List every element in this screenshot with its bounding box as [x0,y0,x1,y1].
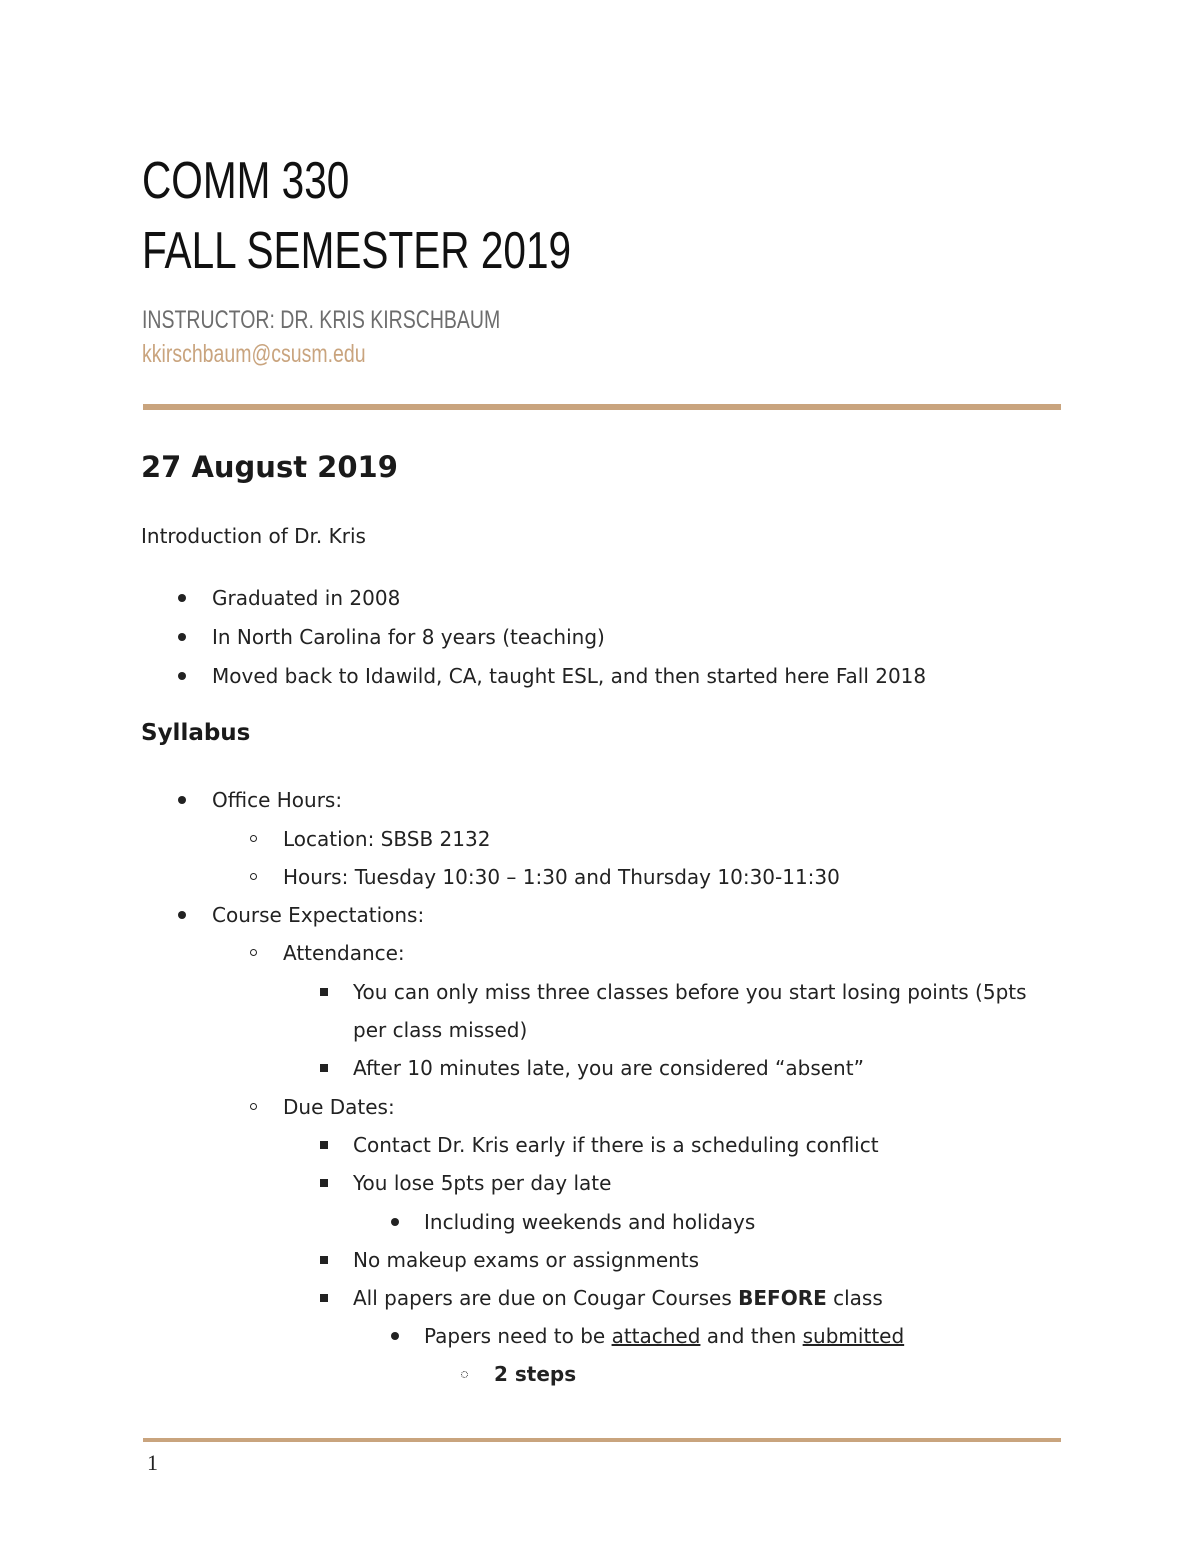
underlined-submitted: submitted [802,1324,905,1348]
syllabus-heading: Syllabus [141,720,251,746]
text-run: class [826,1286,883,1310]
list-item-continued: per class missed) [353,1018,528,1042]
text-run: Papers need to be [424,1324,612,1348]
semester-title: FALL SEMESTER 2019 [142,222,572,280]
course-title [142,146,571,286]
date-heading: 27 August 2019 [141,450,398,484]
bullet-circle-icon [250,873,257,880]
list-item-attendance: Attendance: [283,941,405,965]
list-item-due-dates: Due Dates: [283,1095,395,1119]
list-item-two-steps: 2 steps [494,1362,577,1386]
bullet-square-icon [320,1179,328,1187]
bullet-square-icon [320,1064,328,1072]
list-item-location: Location: SBSB 2132 [283,827,491,851]
instructor-name: INSTRUCTOR: DR. KRIS KIRSCHBAUM [142,306,501,334]
footer-divider [143,1438,1061,1442]
bullet-square-icon [320,1256,328,1264]
bullet-disc-icon [391,1332,399,1340]
bullet-circle-icon [250,835,257,842]
bullet-circle-icon [461,1371,468,1378]
bullet-square-icon [320,1294,328,1302]
intro-text: Introduction of Dr. Kris [141,524,366,548]
list-item-attach-submit [424,1324,904,1348]
list-item: In North Carolina for 8 years (teaching) [212,625,605,649]
list-item: You lose 5pts per day late [353,1171,612,1195]
bullet-square-icon [320,1141,328,1149]
list-item-hours: Hours: Tuesday 10:30 – 1:30 and Thursday 10:30-11:30 [283,865,840,889]
instructor-email: kkirschbaum@csusm.edu [142,340,366,368]
list-item: You can only miss three classes before you start losing points (5pts [353,980,1027,1004]
list-item-office-hours: Office Hours: [212,788,343,812]
list-item: After 10 minutes late, you are considered “absent” [353,1056,864,1080]
course-code: COMM 330 [142,152,350,210]
bullet-square-icon [320,988,328,996]
underlined-attached: attached [611,1324,701,1348]
bullet-circle-icon [250,949,257,956]
list-item: Moved back to Idawild, CA, taught ESL, and then started here Fall 2018 [212,664,927,688]
list-item-expectations: Course Expectations: [212,903,425,927]
emphasis-before: BEFORE [738,1286,827,1310]
bullet-disc-icon [178,672,186,680]
header-divider [143,404,1061,410]
list-item: Including weekends and holidays [424,1210,756,1234]
page-number: 1 [147,1450,158,1475]
list-item-papers-due [353,1286,883,1310]
bullet-disc-icon [178,796,186,804]
bullet-circle-icon [250,1103,257,1110]
bullet-disc-icon [178,911,186,919]
bullet-disc-icon [391,1218,399,1226]
list-item: Contact Dr. Kris early if there is a scheduling conflict [353,1133,879,1157]
text-run: All papers are due on Cougar Courses [353,1286,739,1310]
bullet-disc-icon [178,633,186,641]
text-run: and then [700,1324,803,1348]
list-item: No makeup exams or assignments [353,1248,700,1272]
bullet-disc-icon [178,594,186,602]
list-item: Graduated in 2008 [212,586,401,610]
